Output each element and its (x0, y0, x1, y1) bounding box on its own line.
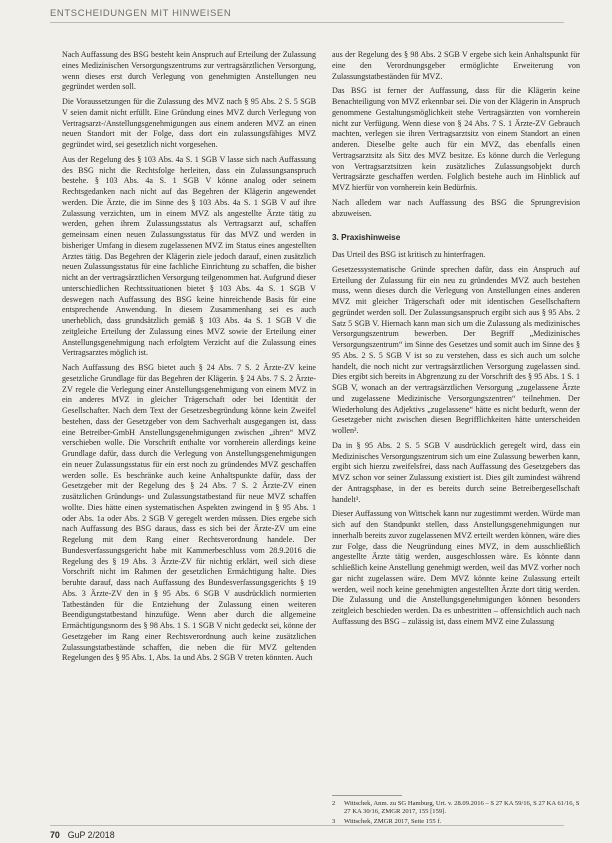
paragraph: Gesetzessystematische Gründe sprechen dafür, dass ein Anspruch auf Erteilung der Zulassung für ein neu zu gründendes MVZ auch bestehen muss, wenn dieses durch die Verlegung von Anstellungen eines anderen MVZ mit gleicher Trägerschaft oder mit identischen Gesellschaftern gegründet werden soll. Der Zulassungsanspruch ergibt sich aus § 95 Abs. 2 Satz 5 SGB V. Hiernach kann man sich um die Zulassung als medizinisches Versorgungszentrum bewerben. Der Begriff „Medizinisches Versorgungszentrum“ im Sinne des Gesetzes und somit auch im Sinne des § 95 Abs. 2 S. 5 SGB V ist so zu verstehen, dass es sich auch um solche handelt, die noch nicht zur vertragsärztlichen Versorgung zugelassen sind. Dies ergibt sich bereits in Abgrenzung zu der Vorschrift des § 95 Abs. 1 S. 1 SGB V, wonach an der vertragsärztlichen Versorgung „zugelassene Ärzte und zugelassene Medizinische Versorgungszentren“ teilnehmen. Der Wiederholung des Adjektivs „zugelassene“ hätte es nicht bedurft, wenn der Gesetzgeber nicht zwischen diesen Begrifflichkeiten hätte unterscheiden wollen². (332, 264, 580, 435)
right-column (332, 50, 580, 632)
paragraph: Aus der Regelung des § 103 Abs. 4a S. 1 SGB V lasse sich nach Auffassung des BSG nicht die Rechtsfolge herleiten, dass ein Zulassungsanspruch bestehe. § 103 Abs. 4a S. 1 SGB V könne analog oder seinem Rechtsgedanken nach nicht auf das Begehren der Klägerin angewendet werden. Die Ärzte, die im Sinne des § 103 Abs. 4a S. 1 SGB V auf ihre Zulassung verzichten, um in einem MVZ als angestellte Ärzte tätig zu werden, gehen ihrem Zulassungsstatus als Vertragsarzt auf, schaffen gemeinsam einen neuen Zulassungsstatus für das MVZ und werden in bisheriger Umfang in diesem zugelassenen MVZ im Status eines angestellten Arztes tätig. Das Begehren der Klägerin ziele jedoch darauf, einen zusätzlich neuen Zulassungsstatus für eine fachliche Einrichtung zu schaffen, die bisher nicht an der vertragsärztlichen Versorgung teilgenommen hat. Aufgrund dieser unterschiedlichen Rechtssituationen bietet § 103 Abs. 4a S. 1 SGB V deswegen nach Auffassung des BSG keine hinreichende Basis für eine entsprechende Anwendung. In diesem Zusammenhang sei es auch unerheblich, dass grundsätzlich gemäß § 103 Abs. 4a S. 1 SGB V die zeitgleiche Erteilung der Zulassung eines MVZ sowie der Erteilung einer Anstellungsgenehmigung nach erfolgtem Verzicht auf die Zulassung eines Vertragsarztes möglich ist. (62, 154, 316, 358)
header-rule (50, 22, 564, 23)
running-header: ENTSCHEIDUNGEN MIT HINWEISEN (50, 8, 232, 19)
footnote-text: Wittschek, ZMGR 2017, Seite 155 f. (344, 817, 442, 825)
footnote-rule (332, 795, 402, 796)
paragraph: aus der Regelung des § 98 Abs. 2 SGB V ergebe sich kein Anhaltspunkt für eine den Verordnungsgeber ermöglichte Erweiterung von Zulassungstatbeständen für MVZ. (332, 50, 580, 81)
footnote-number: 2 (332, 800, 336, 807)
paragraph: Nach Auffassung des BSG bietet auch § 24 Abs. 7 S. 2 Ärzte-ZV keine gesetzliche Grundlage für das Begehren der Klägerin. § 24 Abs. 7 S. 2 Ärzte-ZV regele die Verlegung einer Anstellungsgenehmigung von einem MVZ in ein anderes MVZ in gleicher Trägerschaft oder bei Identität der Gesellschafter. Nach dem Text der Gesetzesbegründung könne kein Zweifel bestehen, dass der Gesetzgeber von dem Sachverhalt ausgegangen ist, dass eine Betreiber-GmbH Anstellungsgenehmigungen zwischen „ihren“ MVZ verschieben wolle. Die Vorschrift enthalte vor vornherein allerdings keine Grundlage dafür, dass durch die Verlegung von Anstellungsgenehmigungen ein neuer Zulassungsstatus für ein erst noch zu gründendes MVZ geschaffen werden solle. Es beschränke auch keine Anhaltspunkte dafür, dass der Gesetzgeber mit der Regelung des § 24 Abs. 7 S. 2 Ärzte-ZV einen zusätzlichen Gründungs- und Zulassungstatbestand für neue MVZ schaffen wollte. Dies hätte einen systematischen Aspekten zwingend in § 95 Abs. 1 oder Abs. 1a oder Abs. 2 SGB V geregelt werden müssen. Dies ergebe sich nach Auffassung des BSG daraus, dass es sich bei der Ärzte-ZV um eine Regelung mit dem Rang einer Rechtsverordnung handele. Der Bundesverfassungsgericht habe mit Kammerbeschluss vom 28.9.2016 die Regelung des § 19 Abs. 3 Ärzte-ZV für nichtig erklärt, weil sich diese Vorschrift nicht im Rahmen der gesetzlichen Ermächtigung halte. Dies beruhte darauf, dass nach Auffassung des Bundesverfassungsgerichts § 19 Abs. 3 Ärzte-ZV den in § 95 Abs. 6 SGB V ausdrücklich normierten Tatbeständen für die Entziehung der Zulassung einen weiteren Beendigungstatbestand hinzufüge. Wenn aber durch die allgemeine Ermächtigungsnorm des § 98 Abs. 1 S. 1 SGB V nicht gedeckt sei, könne der Gesetzgeber im Rang einer Rechtsverordnung auch keine zusätzlichen Zulassungstatbestände schaffen, die neben die für MVZ geltenden Regelungen des § 95 Abs. 1, Abs. 1a und Abs. 2 SGB V treten könnten. Auch (62, 363, 316, 663)
paragraph: Das BSG ist ferner der Auffassung, dass für die Klägerin keine Benachteiligung von MVZ erkennbar sei. Die von der Klägerin in Anspruch genommene Gestaltungsmöglichkeit stehe Vertragsärzten von vornherein nicht zur Verfügung. Wenn diese von § 24 Abs. 7 S. 1 Ärzte-ZV Gebrauch machten, verlegen sie ihren Vertragsarztsitz von einem Standort an einen anderen. Dieselbe gelte auch für ein MVZ, das ebenfalls einen Vertragsarztsitz als Sitz des MVZ besitze. Es könne durch die Verlegung von Vertragsarztsitzen kein zusätzliches Zulassungsobjekt durch Vertragsärzte geschaffen werden. Folglich bestehe auch im Hinblick auf MVZ hierfür von vornherein kein Bedürfnis. (332, 86, 580, 192)
paragraph: Die Voraussetzungen für die Zulassung des MVZ nach § 95 Abs. 2 S. 5 SGB V seien damit nicht erfüllt. Eine Gründung eines MVZ durch Verlegung von Vertragsarzt-/Anstellungsgenehmigungen aus einem anderen MVZ an einen neuen Standort mit der Folge, dass dort ein zulassungsfähiges MVZ gegründet wird, sei gesetzlich nicht vorgesehen. (62, 97, 316, 149)
section-heading: 3. Praxishinweise (332, 233, 401, 243)
journal-issue: GuP 2/2018 (67, 830, 115, 840)
paragraph: Da in § 95 Abs. 2 S. 5 SGB V ausdrücklich geregelt wird, dass ein Medizinisches Versorgungszentrum sich um eine Zulassung bewerben kann, ergibt sich hierzu zweifelsfrei, dass nach Auffassung des Gesetzgebers das MVZ schon vor seiner Zulassung existiert ist. Dies gilt zumindest während der Antragsphase, in der es bereits durch seine Betreibergesellschaft handelt³. (332, 440, 580, 504)
paragraph: Das Urteil des BSG ist kritisch zu hinterfragen. (332, 250, 486, 259)
footnote-number: 3 (332, 817, 336, 825)
footnote (332, 800, 580, 817)
paragraph: Nach Auffassung des BSG besteht kein Anspruch auf Erteilung der Zulassung eines Medizinischen Versorgungszentrums zur vertragsärztlichen Versorgung, wenn dieses erst durch Verlegung von genehmigten Anstellungen neu gegründet werden soll. (62, 50, 316, 92)
paragraph: Dieser Auffassung von Wittschek kann nur zugestimmt werden. Würde man sich auf den Standpunkt stellen, dass Anstellungsgenehmigungen nur innerhalb bereits zuvor zugelassenen MVZ erteilt werden können, wäre dies zur Folge, dass die Neugründung eines MVZ, in dem ausschließlich angestellte Ärzte tätig werden, ausgeschlossen wäre. Es könnte dann schließlich keine Anstellung genehmigt werden, weil das MVZ vorher noch gar nicht zugelassen wäre. Dem MVZ könnte keine Zulassung erteilt werden, weil noch keine genehmigten angestellten Ärzte dort tätig werden. Die Zulassung und die Anstellungsgenehmigungen können besonders zeitgleich beschieden werden. Da es unbestritten – offensichtlich auch nach Auffassung des BSG – zulässig ist, dass einem MVZ eine Zulassung (332, 509, 580, 626)
footer-rule (50, 825, 564, 826)
footnotes (332, 800, 580, 827)
left-column (62, 50, 316, 668)
paragraph: Nach alledem war nach Auffassung des BSG die Sprungrevision abzuweisen. (332, 197, 580, 218)
page-number: 70 (50, 830, 60, 840)
footnote-text: Wittschek, Anm. zu SG Hamburg, Urt. v. 28.09.2016 – S 27 KA 59/16, S 27 KA 61/16, S 27 KA 30/16, ZMGR 2017, 155 [159]. (344, 800, 580, 816)
page-footer (50, 830, 115, 840)
